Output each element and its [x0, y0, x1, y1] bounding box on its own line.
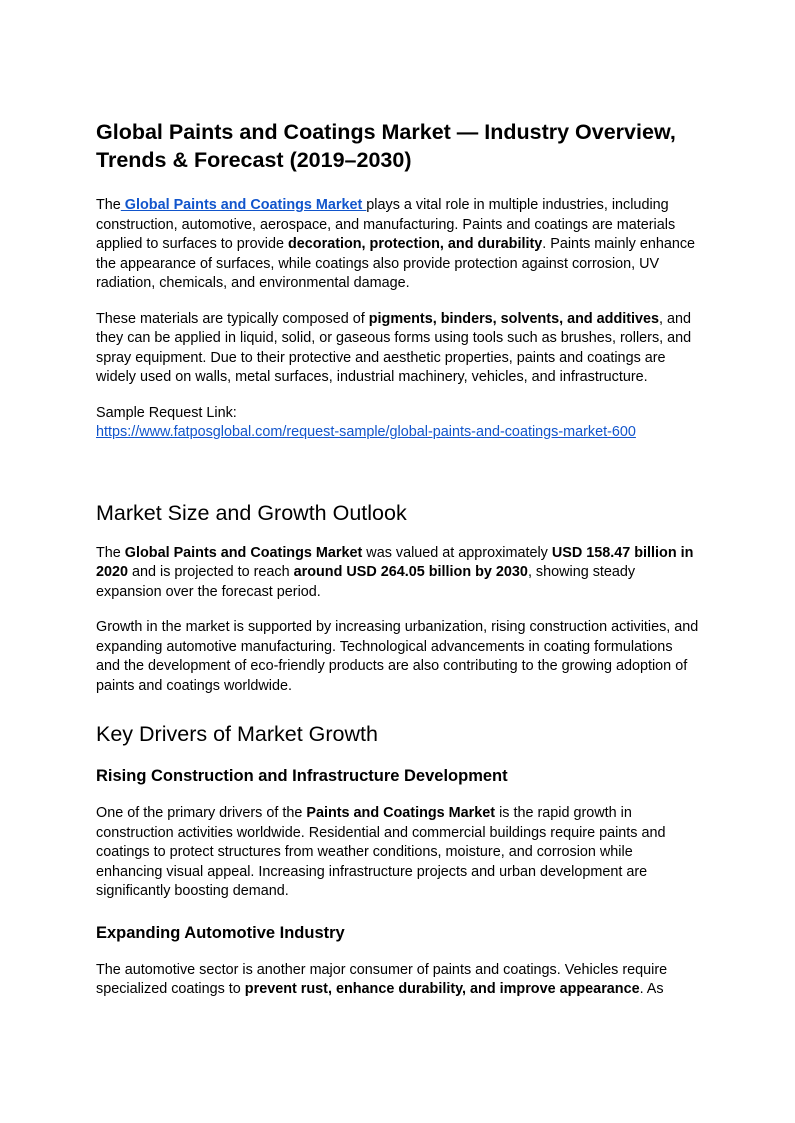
market-size-paragraph-2: Growth in the market is supported by increasing urbanization, rising construction activities, and expanding automotive manufacturing. Technological advancements in coating formulations and the development of eco-friendly products are also contributing to the growing adoption of paints and coatings worldwide.	[96, 619, 699, 694]
construction-bold: Paints and Coatings Market	[306, 805, 496, 821]
construction-text: is the rapid growth in construction activities worldwide. Residential and commercial buildings require paints and coatings to protect structures from weather conditions, moisture, and corrosion while enhancing visual appeal. Increasing infrastructure projects and urban development are significantly boosting demand.	[96, 805, 666, 899]
market-size-text: and is projected to reach	[128, 564, 294, 580]
document-page	[96, 118, 700, 1000]
market-size-bold: Global Paints and Coatings Market	[124, 544, 363, 561]
intro-bold: pigments, binders, solvents, and additives	[368, 310, 660, 327]
market-size-paragraph-1	[96, 544, 700, 603]
intro-paragraph-1	[96, 196, 700, 294]
market-size-text: was valued at approximately	[362, 544, 552, 561]
intro-text: . Paints mainly enhance the appearance of surfaces, while coatings also provide protection against corrosion, UV radiation, chemicals, and environmental damage.	[96, 236, 696, 291]
construction-heading: Rising Construction and Infrastructure Development	[96, 767, 508, 785]
automotive-bold: prevent rust, enhance durability, and improve appearance	[244, 981, 640, 997]
intro-bold: decoration, protection, and durability	[288, 236, 543, 252]
intro-text: plays a vital role in multiple industries, including construction, automotive, aerospace, and manufacturing. Paints and coatings are materials applied to surfaces to provide	[96, 197, 676, 252]
sample-request	[96, 404, 700, 443]
market-size-bold: USD 158.47 billion in 2020	[96, 544, 694, 580]
market-link[interactable]: Global Paints and Coatings Market	[120, 197, 367, 213]
sample-request-label: Sample Request Link:	[96, 404, 237, 421]
market-size-text: , showing steady expansion over the forecast period.	[96, 564, 636, 600]
automotive-heading: Expanding Automotive Industry	[96, 923, 345, 942]
construction-paragraph	[96, 804, 700, 902]
page-title: Global Paints and Coatings Market — Industry Overview, Trends & Forecast (2019–2030)	[96, 120, 676, 172]
automotive-paragraph	[96, 961, 700, 1000]
construction-text: One of the primary drivers of the	[96, 805, 307, 821]
intro-text: , and they can be applied in liquid, solid, or gaseous forms using tools such as brushes, rollers, and spray equipment. Due to their protective and aesthetic properties, paints and coatings are widely used on walls, metal surfaces, industrial machinery, vehicles, and infrastructure.	[96, 310, 692, 385]
market-size-heading: Market Size and Growth Outlook	[96, 500, 407, 525]
intro-text: The	[96, 197, 121, 213]
intro-text: These materials are typically composed of	[96, 310, 369, 327]
market-size-bold: around USD 264.05 billion by 2030	[293, 564, 528, 580]
sample-request-link[interactable]: https://www.fatposglobal.com/request-sample/global-paints-and-coatings-market-600	[96, 424, 636, 440]
market-size-text: The	[96, 544, 125, 561]
drivers-heading: Key Drivers of Market Growth	[96, 722, 378, 746]
intro-paragraph-2	[96, 310, 700, 388]
automotive-text: . As	[639, 981, 664, 997]
automotive-text: The automotive sector is another major consumer of paints and coatings. Vehicles require specialized coatings to	[96, 961, 668, 997]
